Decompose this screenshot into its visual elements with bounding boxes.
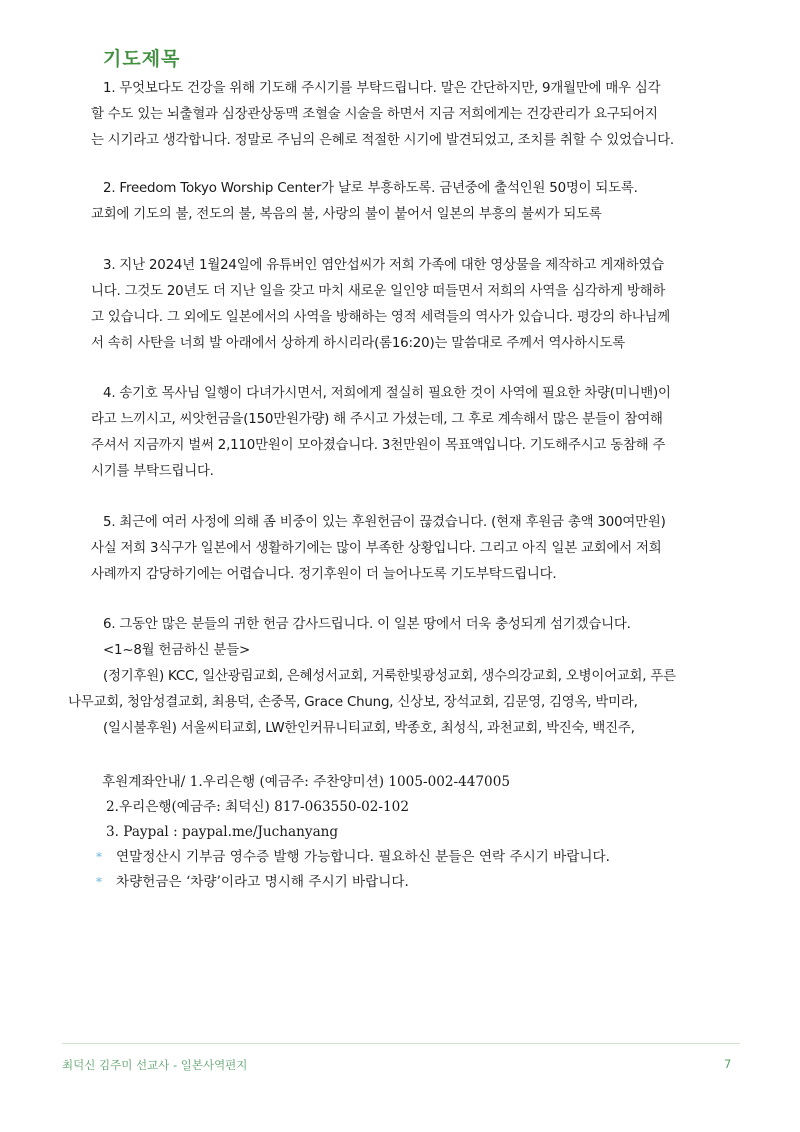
prayer-item-1-line-1: 1. 무엇보다도 건강을 위해 기도해 주시기를 부탁드립니다. 말은 간단하지만, 9개월만에 매우 심각 [103, 81, 661, 96]
prayer-item-1 [91, 76, 741, 154]
prayer-item-4-line-1: 4. 송기호 목사님 일행이 다녀가시면서, 저희에게 절실히 필요한 것이 사역에 필요한 차량(미니밴)이 [103, 386, 671, 401]
bullet-icon: * [96, 875, 102, 889]
prayer-item-2-line-2: 교회에 기도의 불, 전도의 불, 복음의 불, 사랑의 불이 붙어서 일본의 부흥의 불씨가 되도록 [91, 207, 602, 222]
footer-divider [62, 1043, 740, 1044]
one-time-donors-line: (일시불후원) 서울씨티교회, LW한인커뮤니티교회, 박종호, 최성식, 과천교회, 박진숙, 백진주, [103, 721, 635, 736]
prayer-item-5-line-2: 사실 저희 3식구가 일본에서 생활하기에는 많이 부족한 상황입니다. 그리고 아직 일본 교회에서 저희 [91, 541, 662, 556]
prayer-item-6-line-1: 6. 그동안 많은 분들의 귀한 헌금 감사드립니다. 이 일본 땅에서 더욱 충성되게 섬기겠습니다. [103, 617, 631, 632]
prayer-item-3-line-3: 고 있습니다. 그 외에도 일본에서의 사역을 방해하는 영적 세력들의 역사가 있습니다. 평강의 하나님께 [91, 310, 670, 325]
prayer-item-4 [91, 381, 741, 485]
account-line-3: 3. Paypal : paypal.me/Juchanyang [106, 824, 339, 840]
page-title: 기도제목 [103, 48, 181, 70]
prayer-item-4-line-2: 라고 느끼시고, 씨앗헌금을(150만원가량) 해 주시고 가셨는데, 그 후로 계속해서 많은 분들이 참여해 [91, 412, 663, 427]
prayer-item-5-line-1: 5. 최근에 여러 사정에 의해 좀 비중이 있는 후원헌금이 끊겼습니다. (현재 후원금 총액 300여만원) [103, 515, 666, 530]
prayer-item-4-line-4: 시기를 부탁드립니다. [91, 464, 214, 479]
prayer-item-3-line-4: 서 속히 사탄을 너희 발 아래에서 상하게 하시리라(롬16:20)는 말씀대로 주께서 역사하시도록 [91, 336, 625, 351]
footer-text: 최덕신 김주미 선교사 - 일본사역편지 [62, 1058, 248, 1072]
page-number: 7 [724, 1057, 732, 1071]
prayer-item-5 [91, 510, 741, 588]
prayer-item-3 [91, 253, 741, 357]
prayer-item-6 [68, 612, 741, 742]
prayer-item-1-line-3: 는 시기라고 생각합니다. 정말로 주님의 은혜로 적절한 시기에 발견되었고, 조치를 취할 수 있었습니다. [91, 133, 674, 148]
prayer-item-2-line-1: 2. Freedom Tokyo Worship Center가 날로 부흥하도록. 금년중에 출석인원 50명이 되도록. [103, 181, 638, 196]
account-line-1: 후원계좌안내/ 1.우리은행 (예금주: 주찬양미션) 1005-002-447005 [102, 774, 511, 790]
prayer-item-3-line-2: 니다. 그것도 20년도 더 지난 일을 갖고 마치 새로운 일인양 떠들면서 저희의 사역을 심각하게 방해하 [91, 284, 666, 299]
regular-donors-line-2: 나무교회, 청암성결교회, 최용덕, 손중목, Grace Chung, 신상보, 장석교회, 김문영, 김영옥, 박미라, [68, 695, 638, 710]
prayer-item-1-line-2: 할 수도 있는 뇌출혈과 심장관상동맥 조혈술 시술을 하면서 지금 저희에게는 건강관리가 요구되어지 [91, 107, 658, 122]
prayer-item-5-line-3: 사례까지 감당하기에는 어렵습니다. 정기후원이 더 늘어나도록 기도부탁드립니다. [91, 567, 557, 582]
note-receipt [96, 845, 610, 870]
donor-list-heading: <1~8월 헌금하신 분들> [103, 643, 250, 658]
note-vehicle-text: 차량헌금은 ‘차량’이라고 명시해 주시기 바랍니다. [116, 874, 409, 890]
account-info [96, 770, 611, 895]
note-receipt-text: 연말정산시 기부금 영수증 발행 가능합니다. 필요하신 분들은 연락 주시기 바랍니다. [116, 849, 611, 865]
account-line-2: 2.우리은행(예금주: 최덕신) 817-063550-02-102 [106, 799, 409, 815]
regular-donors-line-1: (정기후원) KCC, 일산광림교회, 은혜성서교회, 거룩한빛광성교회, 생수의강교회, 오병이어교회, 푸른 [103, 669, 676, 684]
prayer-item-3-line-1: 3. 지난 2024년 1월24일에 유튜버인 염안섭씨가 저희 가족에 대한 영상물을 제작하고 게재하였습 [103, 258, 664, 273]
prayer-item-2 [91, 176, 741, 228]
bullet-icon: * [96, 850, 102, 864]
prayer-item-4-line-3: 주셔서 지금까지 벌써 2,110만원이 모아졌습니다. 3천만원이 목표액입니다. 기도해주시고 동참해 주 [91, 438, 666, 453]
note-vehicle [96, 870, 610, 895]
